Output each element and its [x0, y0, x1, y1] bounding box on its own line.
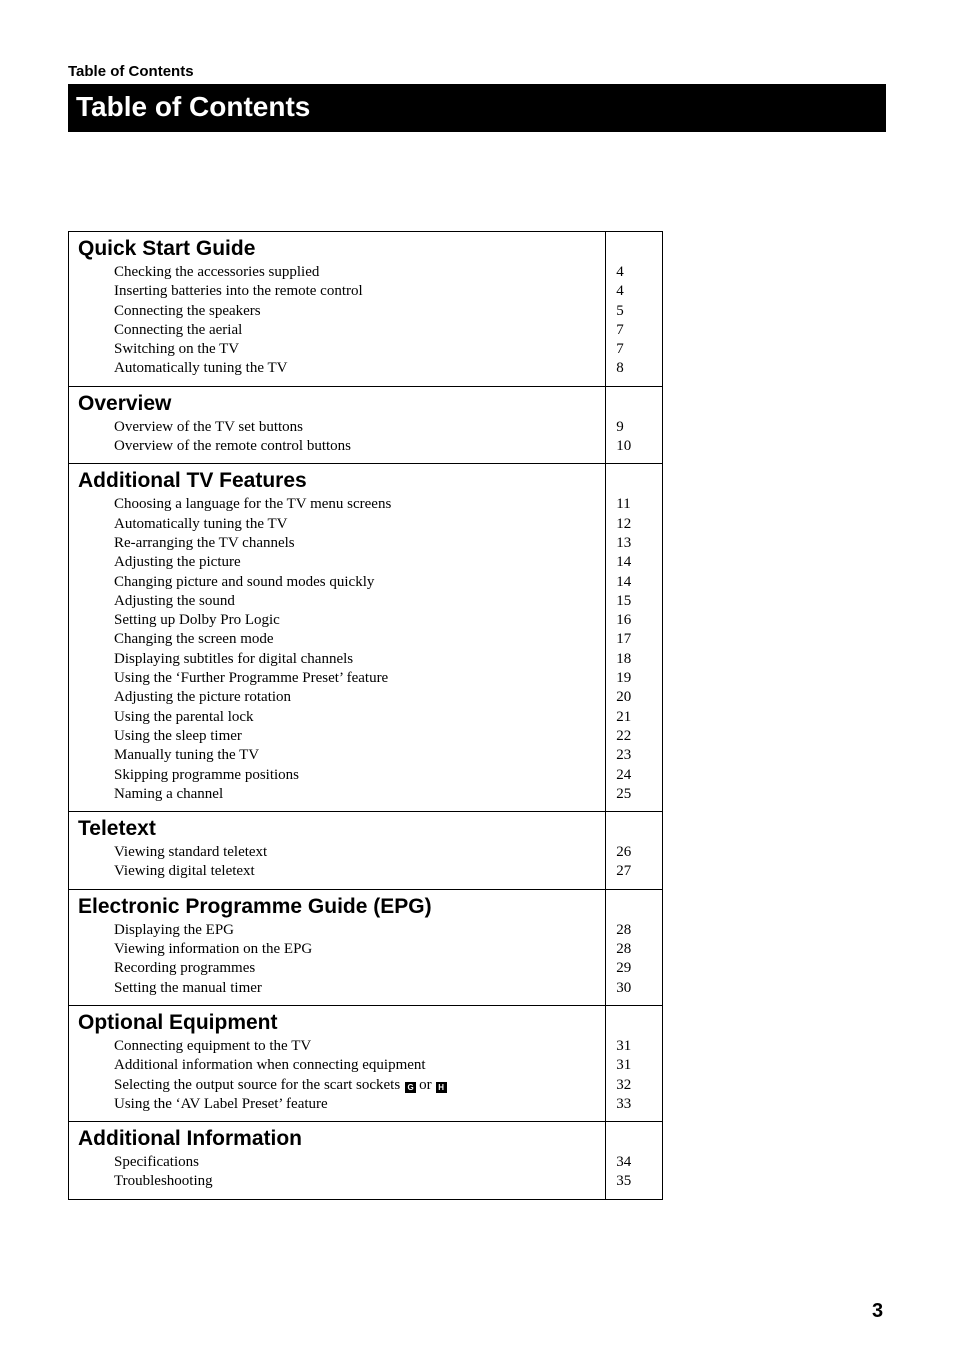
toc-section — [69, 1005, 663, 1121]
section-pages-cell — [606, 386, 663, 464]
entry-page-number[interactable]: 28 — [616, 921, 632, 938]
entry-title: Connecting equipment to the TV — [114, 1037, 312, 1054]
toc-entry[interactable] — [78, 862, 605, 881]
toc-entry[interactable] — [78, 727, 605, 746]
toc-entry[interactable] — [78, 1056, 605, 1075]
toc-entry[interactable] — [78, 437, 605, 456]
toc-entry[interactable] — [78, 553, 605, 572]
entry-title: Using the sleep timer — [114, 727, 242, 744]
section-pages-cell — [606, 889, 663, 1005]
section-pages-cell — [606, 464, 663, 812]
toc-entry[interactable] — [78, 746, 605, 765]
entry-title: Connecting the speakers — [114, 302, 261, 319]
entry-page-number[interactable]: 33 — [616, 1095, 632, 1112]
section-titles-cell — [69, 1122, 606, 1200]
toc-section — [69, 889, 663, 1005]
entry-page-number[interactable]: 22 — [616, 727, 632, 744]
entry-title: Changing the screen mode — [114, 631, 274, 648]
section-pages-cell — [606, 232, 663, 387]
entry-page-number[interactable]: 9 — [616, 418, 624, 435]
section-heading: Additional TV Features — [78, 469, 307, 493]
entry-title: Setting up Dolby Pro Logic — [114, 612, 280, 629]
entry-title: Automatically tuning the TV — [114, 360, 288, 377]
entry-title: Viewing information on the EPG — [114, 941, 313, 958]
entry-title: Connecting the aerial — [114, 321, 243, 338]
entry-page-number[interactable]: 13 — [616, 534, 632, 551]
section-heading: Overview — [78, 391, 172, 415]
entry-title: Selecting the output source for the scart sockets — [114, 1076, 401, 1093]
entry-title: Setting the manual timer — [114, 979, 262, 996]
entry-title: Using the ‘AV Label Preset’ feature — [114, 1095, 328, 1112]
toc-entry[interactable] — [78, 573, 605, 592]
toc-entry[interactable] — [78, 921, 605, 940]
entry-title: Changing picture and sound modes quickly — [114, 573, 375, 590]
entry-joiner: or — [419, 1076, 432, 1093]
toc-entry[interactable] — [78, 515, 605, 534]
section-heading: Optional Equipment — [78, 1010, 278, 1034]
toc-entry[interactable] — [78, 495, 605, 514]
entry-title: Automatically tuning the TV — [114, 515, 288, 532]
entry-title: Re-arranging the TV channels — [114, 534, 295, 551]
entry-page-number[interactable]: 19 — [616, 670, 632, 687]
entry-title: Manually tuning the TV — [114, 747, 260, 764]
entry-title: Adjusting the sound — [114, 592, 235, 609]
toc-entry[interactable] — [78, 1076, 605, 1095]
page-number: 3 — [872, 1300, 884, 1322]
entry-page-number[interactable]: 34 — [616, 1154, 632, 1171]
entry-page-number[interactable]: 30 — [616, 979, 632, 996]
entry-page-number[interactable]: 14 — [616, 573, 632, 590]
entry-page-number[interactable]: 31 — [616, 1057, 632, 1074]
entry-page-number[interactable]: 16 — [616, 612, 632, 629]
entry-title: Overview of the TV set buttons — [114, 418, 304, 435]
entry-page-number[interactable]: 18 — [616, 650, 632, 667]
entry-page-number[interactable]: 26 — [616, 844, 632, 861]
toc-table — [68, 231, 663, 1200]
toc-entry[interactable] — [78, 785, 605, 804]
entry-title: Checking the accessories supplied — [114, 264, 320, 280]
toc-entry[interactable] — [78, 534, 605, 553]
section-pages-cell — [606, 1005, 663, 1121]
toc-entry[interactable] — [78, 669, 605, 688]
toc-section — [69, 386, 663, 464]
section-heading: Electronic Programme Guide (EPG) — [78, 894, 432, 918]
page-title: Table of Contents — [68, 84, 886, 132]
entry-page-number[interactable]: 7 — [616, 341, 624, 358]
toc-section — [69, 1122, 663, 1200]
toc-entry[interactable] — [78, 592, 605, 611]
entry-page-number[interactable]: 4 — [616, 264, 624, 280]
entry-page-number[interactable]: 27 — [616, 863, 632, 880]
toc-entry[interactable] — [78, 359, 605, 378]
entry-title: Viewing digital teletext — [114, 863, 255, 880]
toc-entry[interactable] — [78, 688, 605, 707]
toc-entry[interactable] — [78, 708, 605, 727]
entry-title: Recording programmes — [114, 960, 256, 977]
toc-entry[interactable] — [78, 1037, 605, 1056]
section-titles-cell — [69, 812, 606, 890]
entry-page-number[interactable]: 4 — [616, 283, 624, 300]
entry-title: Specifications — [114, 1154, 199, 1171]
entry-title: Viewing standard teletext — [114, 844, 268, 861]
entry-page-number[interactable]: 25 — [616, 785, 632, 802]
entry-page-number[interactable]: 35 — [616, 1173, 632, 1190]
toc-entry[interactable] — [78, 630, 605, 649]
toc-entry[interactable] — [78, 843, 605, 862]
entry-title: Naming a channel — [114, 785, 224, 802]
entry-page-number[interactable]: 23 — [616, 747, 632, 764]
toc-entry[interactable] — [78, 282, 605, 301]
entry-page-number[interactable]: 10 — [616, 438, 632, 455]
entry-page-number[interactable]: 7 — [616, 321, 624, 338]
entry-page-number[interactable]: 14 — [616, 554, 632, 571]
toc-entry[interactable] — [78, 418, 605, 437]
section-titles-cell — [69, 464, 606, 812]
scart-socket-h-icon: H — [436, 1082, 447, 1093]
toc-section — [69, 812, 663, 890]
toc-entry[interactable] — [78, 959, 605, 978]
entry-title: Adjusting the picture — [114, 554, 241, 571]
entry-page-number[interactable]: 20 — [616, 689, 632, 706]
section-pages-cell — [606, 812, 663, 890]
section-heading: Additional Information — [78, 1127, 302, 1151]
entry-page-number[interactable]: 12 — [616, 515, 632, 532]
entry-title: Overview of the remote control buttons — [114, 438, 352, 455]
toc-entry[interactable] — [78, 1172, 605, 1191]
toc-entry[interactable] — [78, 650, 605, 669]
entry-title: Displaying the EPG — [114, 921, 234, 938]
section-titles-cell — [69, 386, 606, 464]
section-heading: Teletext — [78, 817, 156, 841]
entry-title: Adjusting the picture rotation — [114, 689, 292, 706]
running-head: Table of Contents — [68, 63, 194, 80]
entry-title: Displaying subtitles for digital channels — [114, 650, 354, 667]
entry-page-number[interactable]: 17 — [616, 631, 632, 648]
toc-entry[interactable] — [78, 321, 605, 340]
entry-page-number[interactable]: 8 — [616, 360, 624, 377]
scart-socket-g-icon: G — [405, 1082, 416, 1093]
toc-entry[interactable] — [78, 611, 605, 630]
entry-page-number[interactable]: 15 — [616, 592, 632, 609]
section-titles-cell — [69, 1005, 606, 1121]
toc-entry[interactable] — [78, 302, 605, 321]
entry-page-number[interactable]: 21 — [616, 708, 632, 725]
entry-title: Inserting batteries into the remote control — [114, 283, 363, 300]
entry-title: Using the ‘Further Programme Preset’ feature — [114, 670, 389, 687]
entry-page-number[interactable]: 24 — [616, 766, 632, 783]
section-titles-cell — [69, 889, 606, 1005]
section-titles-cell — [69, 232, 606, 387]
entry-title: Troubleshooting — [114, 1173, 213, 1190]
section-heading: Quick Start Guide — [78, 237, 256, 260]
entry-page-number[interactable]: 31 — [616, 1037, 632, 1054]
toc-entry[interactable] — [78, 940, 605, 959]
entry-page-number[interactable]: 11 — [616, 496, 631, 513]
toc-section — [69, 464, 663, 812]
entry-title: Choosing a language for the TV menu screens — [114, 496, 392, 513]
toc-entry[interactable] — [78, 1095, 605, 1114]
entry-title: Skipping programme positions — [114, 766, 299, 783]
entry-title: Additional information when connecting equipment — [114, 1057, 426, 1074]
toc-entry[interactable] — [78, 1153, 605, 1172]
section-pages-cell — [606, 1122, 663, 1200]
entry-title: Switching on the TV — [114, 341, 240, 358]
toc-entry[interactable] — [78, 766, 605, 785]
toc-entry[interactable] — [78, 979, 605, 998]
entry-page-number[interactable]: 32 — [616, 1076, 632, 1093]
toc-section — [69, 232, 663, 387]
entry-page-number[interactable]: 28 — [616, 941, 632, 958]
entry-title: Using the parental lock — [114, 708, 254, 725]
entry-page-number[interactable]: 29 — [616, 960, 632, 977]
toc-entry[interactable] — [78, 340, 605, 359]
entry-page-number[interactable]: 5 — [616, 302, 624, 319]
toc-entry[interactable] — [78, 263, 605, 282]
